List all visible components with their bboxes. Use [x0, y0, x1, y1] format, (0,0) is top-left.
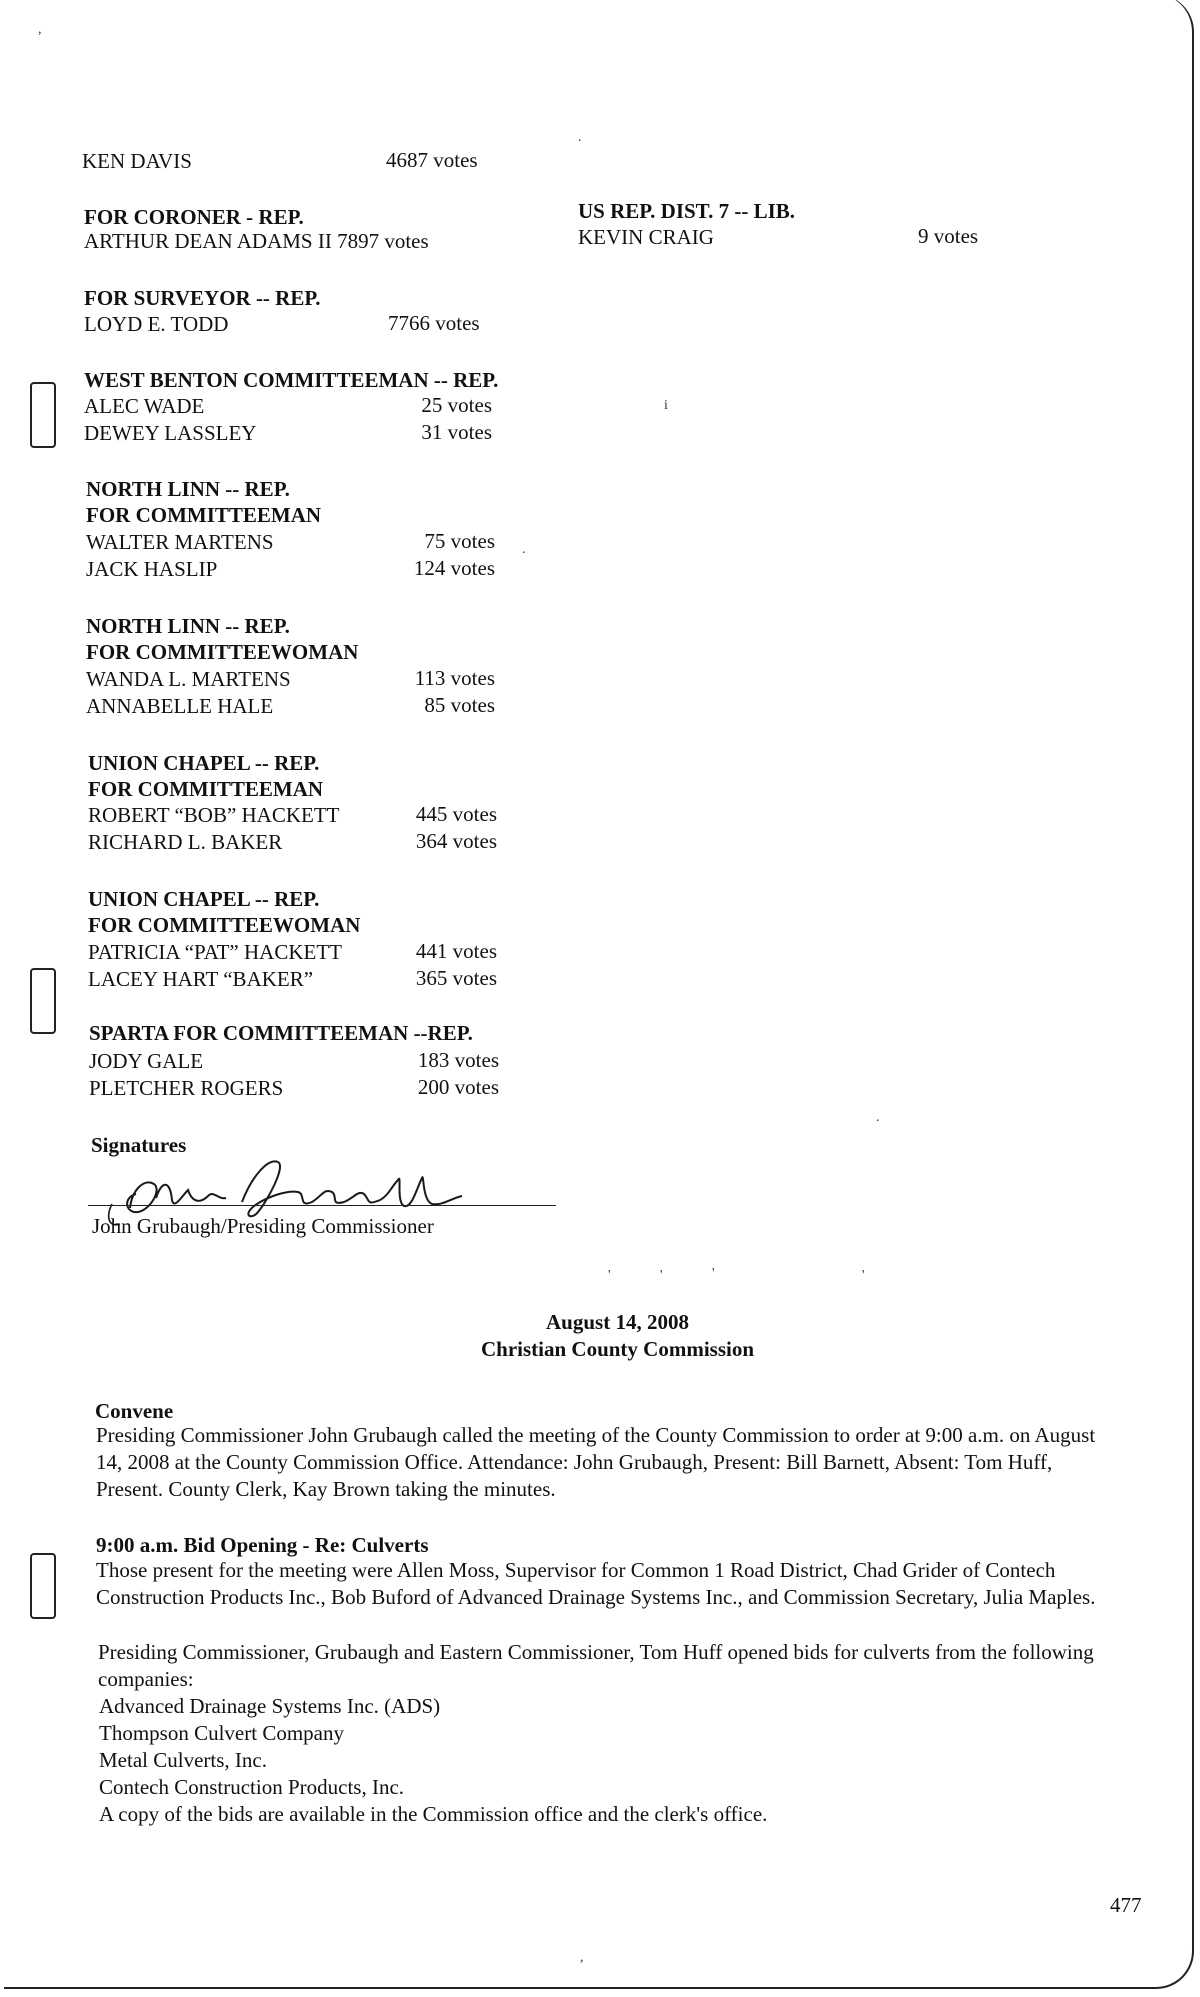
scan-speck: .	[578, 130, 582, 145]
candidate-name: KEVIN CRAIG	[578, 225, 714, 249]
vote-count: 7766 votes	[388, 311, 480, 335]
scan-speck: '	[660, 1268, 663, 1283]
vote-count: 75 votes	[424, 529, 495, 553]
candidate-name: DEWEY LASSLEY	[84, 421, 257, 445]
vote-count: 124 votes	[413, 556, 495, 580]
section-heading: 9:00 a.m. Bid Opening - Re: Culverts	[96, 1533, 429, 1557]
scan-speck: ,	[38, 22, 42, 37]
candidate-line: ARTHUR DEAN ADAMS II 7897 votes	[84, 229, 429, 253]
race-heading: SPARTA FOR COMMITTEEMAN --REP.	[89, 1021, 473, 1045]
meeting-date: August 14, 2008	[546, 1310, 689, 1334]
signer-name: John Grubaugh/Presiding Commissioner	[92, 1214, 434, 1238]
scan-speck: '	[712, 1266, 715, 1281]
candidate-name: WALTER MARTENS	[86, 530, 274, 554]
bid-paragraph: Those present for the meeting were Allen Moss, Supervisor for Common 1 Road District, Chad Grider of Contech Construction Products Inc., Bob Buford of Advanced Drainage Systems Inc., and Commission Secretary, Julia Maples.	[96, 1558, 1096, 1609]
candidate-name: JACK HASLIP	[86, 557, 218, 581]
race-heading: FOR SURVEYOR -- REP.	[84, 286, 321, 310]
scan-speck: '	[862, 1268, 865, 1283]
vote-count: 31 votes	[421, 420, 492, 444]
company-list-item: Contech Construction Products, Inc.	[99, 1775, 405, 1799]
candidate-name: LACEY HART “BAKER”	[88, 967, 314, 991]
candidate-name: ALEC WADE	[84, 394, 205, 418]
race-heading: US REP. DIST. 7 -- LIB.	[578, 199, 796, 223]
candidate-name: LOYD E. TODD	[84, 312, 229, 336]
race-subheading: FOR COMMITTEEWOMAN	[88, 913, 361, 937]
vote-count: 25 votes	[421, 393, 492, 417]
vote-count: 9 votes	[918, 224, 979, 248]
signatures-heading: Signatures	[91, 1133, 187, 1157]
race-heading: NORTH LINN -- REP.	[86, 477, 290, 501]
vote-count: 113 votes	[414, 666, 495, 690]
margin-bracket	[30, 968, 56, 1034]
vote-count: 200 votes	[417, 1075, 499, 1099]
company-list-item: Advanced Drainage Systems Inc. (ADS)	[99, 1694, 441, 1718]
scan-speck: '	[608, 1268, 611, 1283]
race-subheading: FOR COMMITTEEMAN	[86, 503, 322, 527]
race-subheading: FOR COMMITTEEMAN	[88, 777, 324, 801]
candidate-name: RICHARD L. BAKER	[88, 830, 283, 854]
convene-paragraph: Presiding Commissioner John Grubaugh called the meeting of the County Commission to order at 9:00 a.m. on August 14, 2008 at the County Commission Office. Attendance: John Grubaugh, Present: Bill Barnett, Absent: Tom Huff, Present. County Clerk, Kay Brown taking the minutes.	[96, 1423, 1096, 1501]
vote-count: 364 votes	[415, 829, 497, 853]
vote-count: 445 votes	[415, 802, 497, 826]
candidate-name: ANNABELLE HALE	[86, 694, 274, 718]
bid-paragraph: Presiding Commissioner, Grubaugh and Eastern Commissioner, Tom Huff opened bids for culverts from the following companies:	[98, 1640, 1094, 1691]
scan-speck: ,	[580, 1950, 584, 1965]
margin-bracket	[30, 382, 56, 448]
signature-line	[88, 1205, 556, 1206]
candidate-name: PLETCHER ROGERS	[89, 1076, 284, 1100]
race-heading: FOR CORONER - REP.	[84, 205, 304, 229]
closing-line: A copy of the bids are available in the Commission office and the clerk's office.	[99, 1802, 768, 1826]
vote-count: 183 votes	[417, 1048, 499, 1072]
candidate-name: WANDA L. MARTENS	[86, 667, 291, 691]
company-list-item: Metal Culverts, Inc.	[99, 1748, 267, 1772]
meeting-body: Christian County Commission	[480, 1337, 755, 1361]
race-heading: WEST BENTON COMMITTEEMAN -- REP.	[84, 368, 499, 392]
vote-count: 441 votes	[415, 939, 497, 963]
vote-count: 4687 votes	[386, 148, 478, 172]
race-heading: UNION CHAPEL -- REP.	[88, 751, 320, 775]
page-number: 477	[1110, 1893, 1142, 1917]
vote-count: 365 votes	[415, 966, 497, 990]
candidate-name: KEN DAVIS	[82, 149, 192, 173]
candidate-name: PATRICIA “PAT” HACKETT	[88, 940, 342, 964]
scan-speck: i	[664, 398, 668, 413]
company-list-item: Thompson Culvert Company	[99, 1721, 344, 1745]
section-heading: Convene	[95, 1399, 174, 1423]
margin-bracket	[30, 1553, 56, 1619]
vote-count: 85 votes	[424, 693, 495, 717]
race-heading: NORTH LINN -- REP.	[86, 614, 290, 638]
candidate-name: JODY GALE	[89, 1049, 204, 1073]
race-heading: UNION CHAPEL -- REP.	[88, 887, 320, 911]
scan-speck: .	[876, 1110, 880, 1125]
candidate-name: ROBERT “BOB” HACKETT	[88, 803, 340, 827]
scan-speck: .	[522, 542, 526, 557]
race-subheading: FOR COMMITTEEWOMAN	[86, 640, 359, 664]
